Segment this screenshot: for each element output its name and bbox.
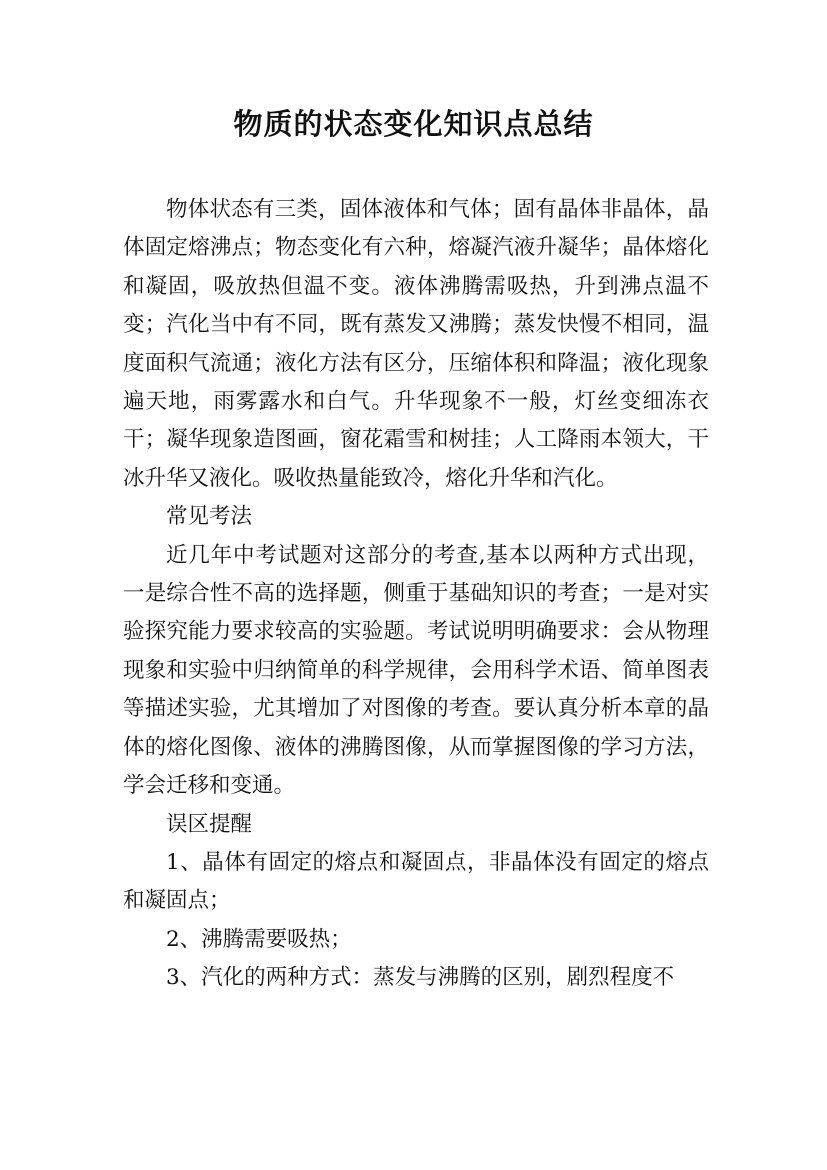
document-body	[123, 191, 709, 998]
section-heading-common-exam: 常见考法	[166, 504, 253, 530]
section-heading-pitfalls: 误区提醒	[166, 811, 253, 837]
document-title: 物质的状态变化知识点总结	[233, 107, 594, 141]
list-item-pitfall-1: 1、晶体有固定的熔点和凝固点，非晶体没有固定的熔点和凝固点；	[123, 849, 709, 914]
paragraph-exam-analysis: 近几年中考试题对这部分的考查,基本以两种方式出现，一是综合性不高的选择题，侧重于基础知识的考查；一是对实验探究能力要求较高的实验题。考试说明明确要求：会从物理现象和实验中归纳简单的科学规律，会用科学术语、简单图表等描述实验，尤其增加了对图像的考查。要认真分析本章的晶体的熔化图像、液体的沸腾图像，从而掌握图像的学习方法，学会迁移和变通。	[123, 542, 709, 799]
list-item-pitfall-3: 3、汽化的两种方式：蒸发与沸腾的区别，剧烈程度不	[166, 965, 675, 991]
paragraph-mnemonic: 物体状态有三类，固体液体和气体；固有晶体非晶体，晶体固定熔沸点；物态变化有六种，熔凝汽液升凝华；晶体熔化和凝固，吸放热但温不变。液体沸腾需吸热，升到沸点温不变；汽化当中有不同，既有蒸发又沸腾；蒸发快慢不相同，温度面积气流通；液化方法有区分，压缩体积和降温；液化现象遍天地，雨雾露水和白气。升华现象不一般，灯丝变细冻衣干；凝华现象造图画，窗花霜雪和树挂；人工降雨本领大，干冰升华又液化。吸收热量能致冷，熔化升华和汽化。	[123, 197, 709, 491]
list-item-pitfall-2: 2、沸腾需要吸热；	[166, 926, 352, 952]
